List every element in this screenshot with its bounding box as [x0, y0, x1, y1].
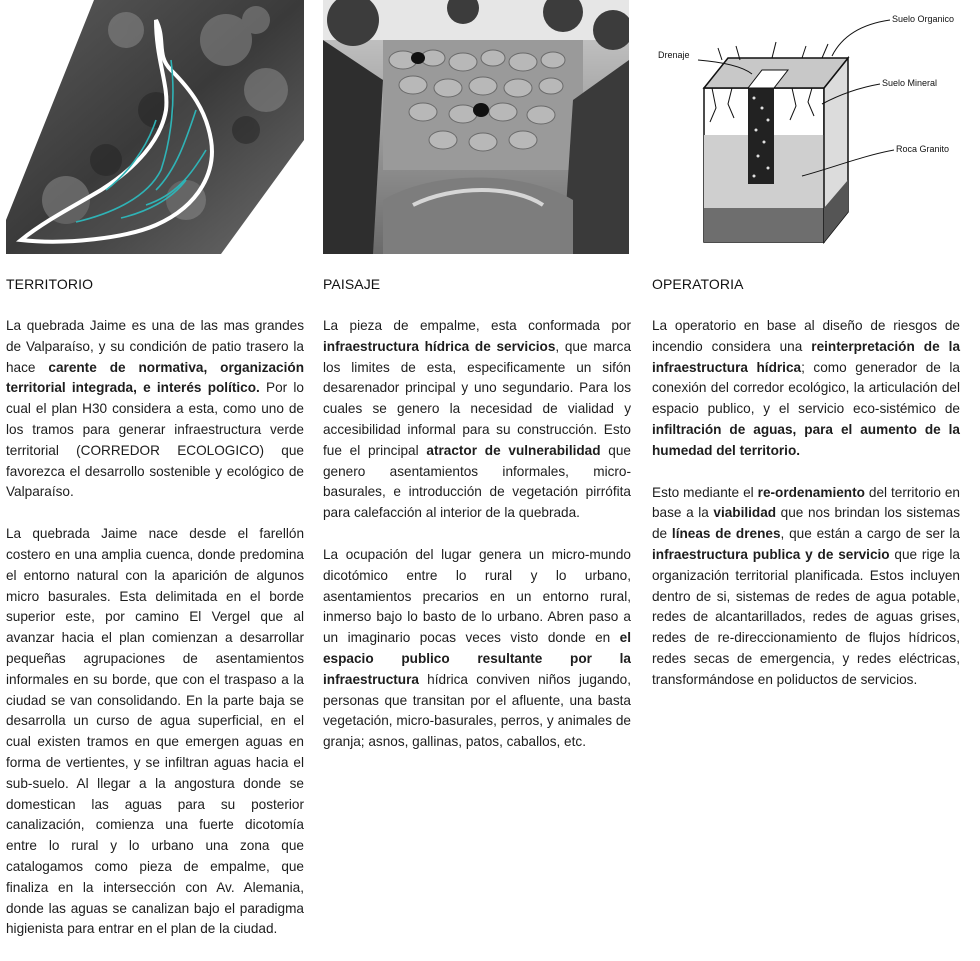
- bold-text-run: líneas de drenes: [671, 526, 781, 542]
- bold-text-run: el espacio publico resultante por la infraestructura: [323, 630, 631, 687]
- paragraph: [323, 545, 631, 753]
- bold-text-run: infiltración de aguas, para el aumento de la humedad del territorio.: [652, 421, 960, 458]
- paragraph: [6, 524, 304, 940]
- text-run: hídrica conviven niños jugando, personas que transitan por el afluente, una basta vegetación, micro-basurales, perros, y animales de granja; asnos, gallinas, patos, caballos, etc.: [323, 671, 631, 750]
- label-suelo-mineral: Suelo Mineral: [882, 78, 938, 88]
- bold-text-run: viabilidad: [713, 505, 777, 521]
- column-heading: PAISAJE: [323, 276, 381, 292]
- bold-text-run: carente de normativa, organización territorial integrada, e interés político.: [6, 359, 304, 396]
- column-body: [323, 316, 631, 774]
- paragraph: [652, 316, 960, 462]
- label-drenaje: Drenaje: [658, 50, 690, 60]
- text-run: La pieza de empalme, esta conformada por: [323, 318, 631, 333]
- text-run: que nos brindan los sistemas de: [652, 505, 960, 542]
- column-heading: TERRITORIO: [6, 276, 94, 292]
- aerial-map-image: [6, 0, 304, 254]
- bold-text-run: atractor de vulnerabilidad: [426, 442, 601, 458]
- stone-wall-photo: [323, 0, 629, 254]
- bold-text-run: infraestructura hídrica de servicios: [323, 338, 556, 354]
- label-suelo-organico: Suelo Organico: [892, 14, 955, 24]
- text-run: , que están a cargo de ser la: [780, 526, 960, 542]
- paragraph: [6, 316, 304, 503]
- bold-text-run: infraestructura publica y de servicio: [652, 546, 890, 562]
- text-run: La ocupación del lugar genera un micro-mundo dicotómico entre lo rural y lo urbano, asentamientos precarios en un entorno rural, inmerso bajo lo basto de lo urbano. Abren paso a un imaginario pocas veces visto donde en: [323, 546, 631, 646]
- text-run: , que marca los limites de esta, especificamente un sifón desarenador principal y uno segundario. Para los cuales se genero la necesidad de vialidad y accesibilidad informal para su construcción. Esto fue el principal: [323, 338, 632, 458]
- text-run: que rige la organización territorial planificada. Estos incluyen dentro de si, sistemas de redes de agua potable, redes de alcantarillados, redes de aguas grises, redes de re-direccionamiento de flujos hídricos, redes secas de emergencia, y redes eléctricas, transformándose en poliductos de servicios.: [652, 546, 960, 687]
- paragraph: [652, 483, 960, 691]
- soil-section-diagram: [652, 0, 960, 254]
- column-heading: OPERATORIA: [652, 276, 744, 292]
- text-run: La quebrada Jaime nace desde el farellón costero en una amplia cuenca, donde predomina el entorno natural con la aparición de algunos micro basurales. Esta delimitada en el borde superior este, por camino El Vergel que al avanzar hacia el plan comienzan a desarrollar pequeñas agrupaciones de asentamientos informales en su borde, que con el traspaso a la ciudad se van consolidando. En la parte baja se desarrolla un curso de agua superficial, en el cual existen tramos en que emergen aguas en forma de vertientes, y se infiltran aguas hacia el sub-suelo. Al llegar a la angostura donde se domestican las aguas para su posterior canalización, comienza una fuerte dicotomía entre lo rural y lo urbano una zona que catalogamos como pieza de empalme, que finaliza en la intersección con Av. Alemania, donde las aguas se canalizan bajo el paradigma higienista para entrar en el plan de la ciudad.: [6, 526, 304, 937]
- text-run: del territorio en base a la: [652, 484, 960, 521]
- paragraph: [323, 316, 631, 524]
- label-roca-granito: Roca Granito: [896, 144, 950, 154]
- text-run: que genero asentamientos informales, micro-basurales, e introducción de vegetación pirrófita para calefacción al interior de la quebrada.: [323, 442, 631, 521]
- text-run: La quebrada Jaime es una de las mas grandes de Valparaíso, y su condición de patio trasero la hace: [6, 318, 304, 375]
- bold-text-run: re-ordenamiento: [757, 484, 865, 500]
- text-run: ; como generador de la conexión del corredor ecológico, la articulación del espacio publico, y el servicio eco-sistémico de: [652, 359, 960, 417]
- text-run: Por lo cual el plan H30 considera a esta, como uno de los tramos para generar infraestructura verde territorial (CORREDOR ECOLOGICO) que favorezca el desarrollo sostenible y ecológico de Valparaíso.: [6, 380, 304, 500]
- text-run: Esto mediante el: [652, 484, 758, 500]
- column-body: [652, 316, 960, 712]
- column-body: [6, 316, 304, 961]
- text-run: La operatorio en base al diseño de riesgos de incendio considera una: [652, 318, 960, 354]
- bold-text-run: reinterpretación de la infraestructura hídrica: [652, 338, 961, 375]
